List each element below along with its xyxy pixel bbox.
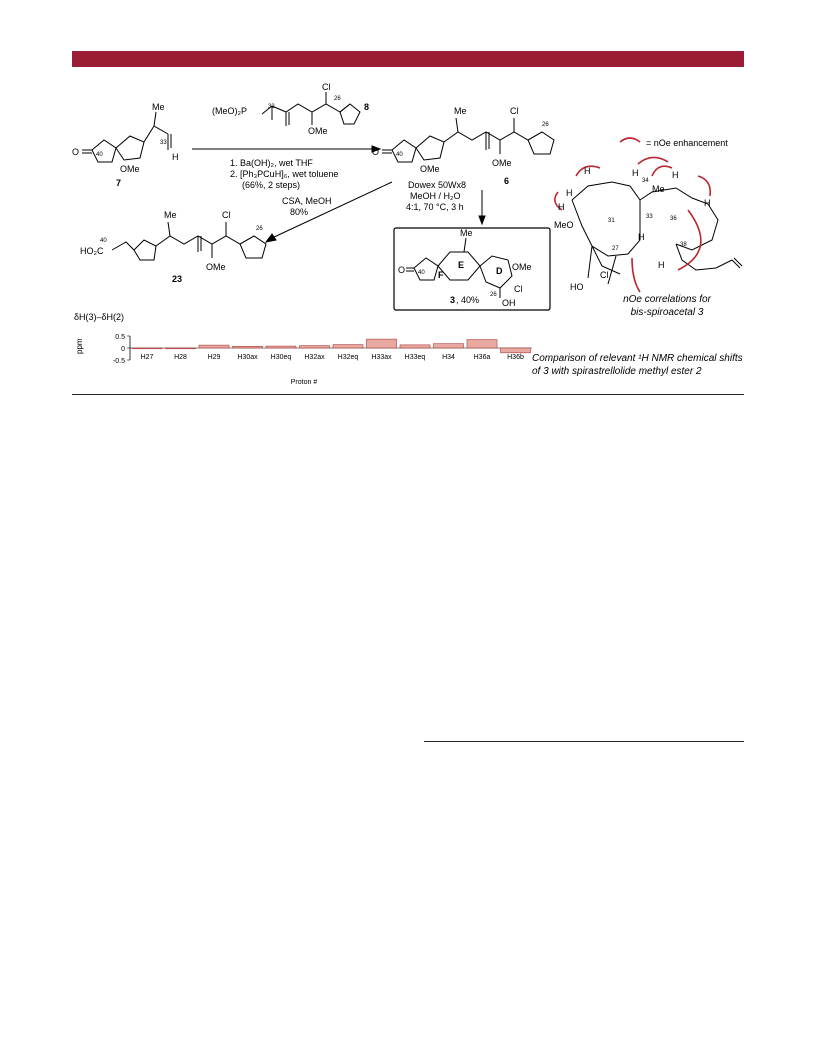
chart-x-tick-label: H34 xyxy=(442,354,455,361)
step1-line2: 2. [Ph₃PCuH]₆, wet toluene xyxy=(230,169,339,179)
chart-y-tick-label: 0 xyxy=(121,346,125,353)
chart-xlabel: Proton # xyxy=(290,379,318,386)
cmpd3-o-label: O xyxy=(398,265,406,275)
chart-x-tick-label: H29 xyxy=(207,354,221,361)
cmpd23-cl: Cl xyxy=(222,210,231,220)
header-bar xyxy=(72,51,744,67)
cmpd7-me-label: Me xyxy=(152,102,165,112)
compound-6-label: 6 xyxy=(504,176,510,186)
chart-x-tick-label: H36b xyxy=(507,354,524,361)
cmpd3-me: Me xyxy=(460,228,473,238)
chart-y-tick-label: 0.5 xyxy=(115,334,125,341)
cmpd3-n26: 26 xyxy=(490,292,497,298)
chart-bar-h34 xyxy=(434,344,464,348)
cmpd8-ome: OMe xyxy=(308,126,328,136)
cmpd23-me: Me xyxy=(164,210,177,220)
chart-y-tick-label: -0.5 xyxy=(112,358,125,365)
noe-n34: 34 xyxy=(642,178,649,184)
chart-bar-h36a xyxy=(467,340,497,348)
step2-line2: 80% xyxy=(290,207,309,217)
cmpd6-o-label: O xyxy=(372,147,380,157)
noe-caption-line1: nOe correlations for xyxy=(623,294,711,305)
cmpd6-cl: Cl xyxy=(510,106,519,116)
chart-x-tick-label: H27 xyxy=(140,354,154,361)
noe-h-2: H xyxy=(566,188,573,198)
ring-f-label: F xyxy=(438,270,444,280)
noe-n33: 33 xyxy=(646,214,653,220)
legend-arrow xyxy=(620,138,640,142)
noe-n31: 31 xyxy=(608,218,615,224)
compound-8-label: 8 xyxy=(364,102,370,112)
chart-x-tick-label: H30eq xyxy=(270,354,292,361)
cmpd7-o-label: O xyxy=(72,147,80,157)
cmpd23-ome: OMe xyxy=(206,262,226,272)
chart-x-tick-label: H33eq xyxy=(404,354,426,361)
cmpd23-n40: 40 xyxy=(100,238,107,244)
noe-me: Me xyxy=(652,184,665,194)
noe-h-5: H xyxy=(672,170,679,180)
noe-h-3: H xyxy=(584,166,591,176)
cmpd7-h-label: H xyxy=(172,152,179,162)
step3-line3: 4:1, 70 °C, 3 h xyxy=(406,202,464,212)
cmpd6-ome1: OMe xyxy=(420,164,440,174)
chart-caption-line1: Comparison of relevant ¹H NMR chemical shifts xyxy=(532,353,743,364)
noe-n38: 38 xyxy=(680,242,687,248)
step2-line1: CSA, MeOH xyxy=(282,196,332,206)
cmpd6-n40: 40 xyxy=(396,152,403,158)
noe-meo: MeO xyxy=(554,220,574,230)
cmpd6-ome2: OMe xyxy=(492,158,512,168)
figure-bottom-rule xyxy=(72,394,744,395)
chart-bar-h36b xyxy=(501,348,531,353)
cmpd3-n40: 40 xyxy=(418,270,425,276)
cmpd8-cl: Cl xyxy=(322,82,331,92)
compound-3-yield: , 40% xyxy=(456,295,480,305)
cmpd3-ome: OMe xyxy=(512,262,532,272)
chart-bar-h28 xyxy=(166,348,196,349)
chart-title: δH(3)–δH(2) xyxy=(74,312,125,322)
cmpd6-n26: 26 xyxy=(542,122,549,128)
noe-h-7: H xyxy=(658,260,665,270)
chart-bar-h32eq xyxy=(333,345,363,348)
chart-bar-h32ax xyxy=(300,346,330,348)
ring-e-label: E xyxy=(458,260,465,270)
noe-h-4: H xyxy=(632,168,639,178)
chart-bar-h33eq xyxy=(400,345,430,348)
chart-x-tick-label: H32eq xyxy=(337,354,359,361)
noe-n27: 27 xyxy=(612,246,619,252)
noe-cl: Cl xyxy=(600,270,609,280)
step3-line2: MeOH / H₂O xyxy=(410,191,461,201)
noe-ho: HO xyxy=(570,282,584,292)
compound-23-structure xyxy=(112,222,266,260)
cmpd6-me: Me xyxy=(454,106,467,116)
chart-x-tick-label: H32ax xyxy=(304,354,325,361)
chart-bar-h27 xyxy=(132,348,162,349)
chart-bar-h29 xyxy=(199,345,229,348)
chart-x-tick-label: H28 xyxy=(174,354,187,361)
noe-caption xyxy=(602,293,732,319)
chart-bar-h30eq xyxy=(266,346,296,348)
ring-d-label: D xyxy=(496,266,503,276)
cmpd3-oh: OH xyxy=(502,298,516,308)
chart-x-tick-label: H30ax xyxy=(237,354,258,361)
chart-x-tick-label: H36a xyxy=(473,354,491,361)
noe-caption-line2: bis-spiroacetal 3 xyxy=(630,307,704,318)
cmpd23-acid: HO₂C xyxy=(80,246,104,256)
step3-line1: Dowex 50Wx8 xyxy=(408,180,467,190)
compound-6-structure xyxy=(382,118,554,162)
chart-ylabel: ppm xyxy=(75,338,84,354)
chart-x-tick-label: H33ax xyxy=(371,354,392,361)
footnote-rule xyxy=(424,741,744,742)
cmpd7-n33: 33 xyxy=(160,140,167,146)
cmpd8-phosphonate: (MeO)₂P xyxy=(212,106,247,116)
noe-h-6: H xyxy=(704,198,711,208)
cmpd7-n40: 40 xyxy=(96,152,103,158)
step1-line1: 1. Ba(OH)₂, wet THF xyxy=(230,158,313,168)
chart-bar-h33ax xyxy=(367,339,397,348)
cmpd8-n32: 32 xyxy=(268,104,275,110)
cmpd23-n26: 26 xyxy=(256,226,263,232)
cmpd7-ome-label: OMe xyxy=(120,164,140,174)
compound-7-label: 7 xyxy=(116,178,122,188)
cmpd8-n26: 26 xyxy=(334,96,341,102)
noe-h-8: H xyxy=(638,232,645,242)
chart-bar-h30ax xyxy=(233,346,263,348)
compound-23-label: 23 xyxy=(172,274,183,284)
step1-line3: (66%, 2 steps) xyxy=(242,180,301,190)
compound-3-label: 3 xyxy=(450,295,456,305)
noe-n36: 36 xyxy=(670,216,677,222)
chart-caption xyxy=(532,352,752,378)
nmr-shift-chart xyxy=(72,308,532,388)
compound-8-structure xyxy=(262,92,360,126)
chart-caption-line2: of 3 with spirastrellolide methyl ester 2 xyxy=(532,366,702,377)
cmpd3-cl: Cl xyxy=(514,284,523,294)
noe-legend: = nOe enhancement xyxy=(646,138,728,148)
noe-h-1: H xyxy=(558,202,565,212)
noe-structure xyxy=(572,182,742,284)
